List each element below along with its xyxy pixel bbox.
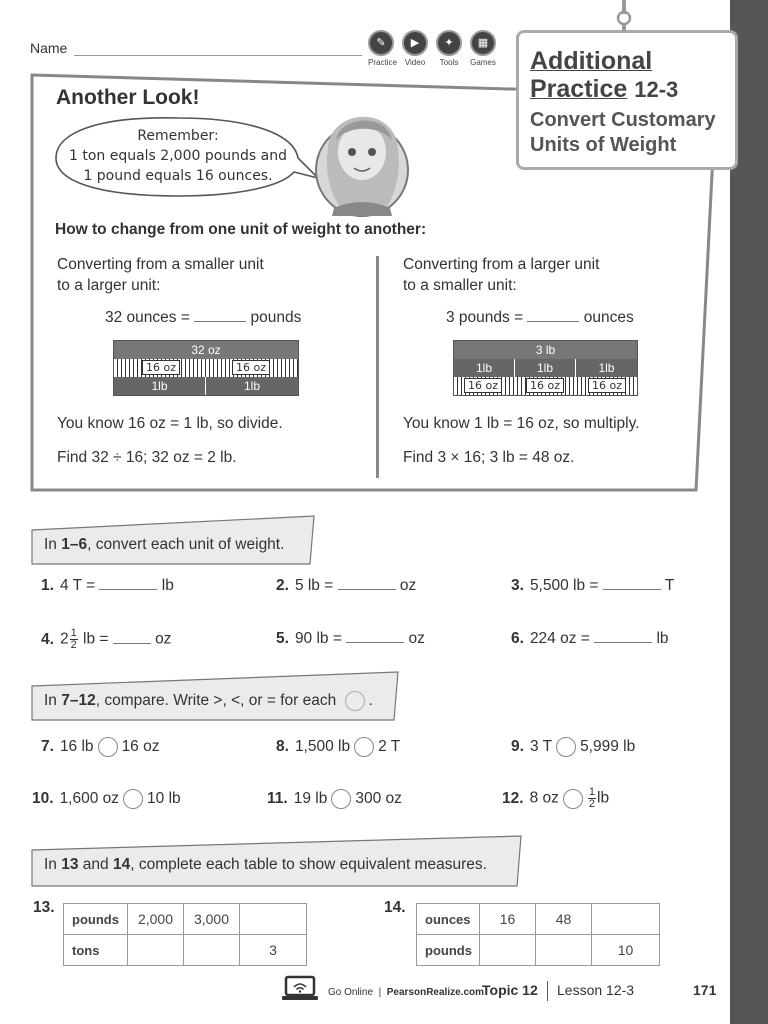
problem-3: 3. 5,500 lb = T [511,577,675,594]
fraction: $\frac{1}{2}$ [70,627,77,651]
video-icon: ▶ [402,30,428,56]
another-look-title: Another Look! [56,86,200,109]
laptop-icon [282,975,318,1008]
problem-6: 6. 224 oz = lb [511,630,669,647]
problem-10: 10. 1,600 oz 10 lb [32,790,181,808]
subtitle-line1: Convert Customary [530,109,716,131]
right-know: You know 1 lb = 16 oz, so multiply. [403,415,640,432]
compare-circle-12[interactable] [563,789,583,809]
problem-14-number: 14. [384,899,406,916]
fraction: $\frac{1}{2}$ [588,786,595,810]
games-button[interactable]: ▦ Games [470,30,496,67]
right-bar-model: 3 lb 1lb 1lb 1lb 16 oz 16 oz 16 oz [453,340,638,396]
compare-circle-8[interactable] [354,737,374,757]
answer-blank-1[interactable] [99,589,157,590]
go-online-link[interactable]: Go Online | PearsonRealize.com [328,987,485,998]
right-find: Find 3 × 16; 3 lb = 48 oz. [403,449,575,466]
video-button[interactable]: ▶ Video [402,30,428,67]
wrench-icon: ✦ [436,30,462,56]
right-intro: Converting from a larger unit to a smaller unit: [403,256,600,294]
title-line1: Additional [530,47,653,75]
problem-13-number: 13. [33,899,55,916]
problem-9: 9. 3 T 5,999 lb [511,738,636,756]
table-14-blank-cell[interactable] [480,935,536,966]
speech-bubble-text: Remember: 1 ton equals 2,000 pounds and 1 pound equals 16 ounces. [68,128,288,184]
table-14 [416,903,660,966]
section1-instruction: In 1–6, convert each unit of weight. [44,536,285,553]
footer-divider [547,981,548,1001]
answer-blank-2[interactable] [338,589,396,590]
lesson-number: 12-3 [634,77,679,102]
practice-icon: ✎ [368,30,394,56]
section2-instruction: In 7–12, compare. Write >, <, or = for each . [44,692,373,709]
table-row: pounds 10 [417,935,660,966]
compare-circle-7[interactable] [98,737,118,757]
footer-lesson: Lesson 12-3 [557,982,635,998]
left-oz-row: 16 oz 16 oz [114,359,298,377]
answer-blank-5[interactable] [346,642,404,643]
tools-button[interactable]: ✦ Tools [436,30,462,67]
footer-topic: Topic 12 [482,982,538,998]
subtitle-line2: Units of Weight [530,134,677,156]
table-14-blank-cell[interactable] [592,904,660,935]
problem-5: 5. 90 lb = oz [276,630,425,647]
table-13-blank-cell[interactable] [184,935,240,966]
problem-7: 7. 16 lb 16 oz [41,738,160,756]
table-row: ounces 16 48 [417,904,660,935]
table-13-blank-cell[interactable] [128,935,184,966]
table-row: tons 3 [64,935,307,966]
practice-button[interactable]: ✎ Practice [368,30,394,67]
compare-circle-9[interactable] [556,737,576,757]
left-find: Find 32 ÷ 16; 32 oz = 2 lb. [57,449,237,466]
problem-1: 1. 4 T = lb [41,577,174,594]
problem-8: 8. 1,500 lb 2 T [276,738,401,756]
table-row: pounds 2,000 3,000 [64,904,307,935]
table-13-blank-cell[interactable] [240,904,307,935]
right-oz-row: 16 oz 16 oz 16 oz [454,377,637,395]
page-number: 171 [693,982,717,998]
section3-instruction: In 13 and 14, complete each table to show equivalent measures. [44,856,487,873]
table-14-blank-cell[interactable] [536,935,592,966]
left-equation: 32 ounces = pounds [105,309,302,326]
table-13 [63,903,307,966]
name-label: Name [30,40,68,56]
problem-2: 2. 5 lb = oz [276,577,417,594]
problem-11: 11. 19 lb 300 oz [267,790,402,808]
problem-4: 4. 2 $\frac{1}{2}$ lb = oz [41,627,172,651]
problem-12: 12. 8 oz $\frac{1}{2}$ lb [502,786,610,810]
games-icon: ▦ [470,30,496,56]
how-to-heading: How to change from one unit of weight to another: [55,221,427,238]
answer-blank-6[interactable] [594,642,652,643]
left-know: You know 16 oz = 1 lb, so divide. [57,415,283,432]
left-bar-model: 32 oz 16 oz 16 oz 1lb 1lb [113,340,299,396]
answer-blank-4[interactable] [113,643,151,644]
title-line2: Practice [530,75,628,103]
compare-circle-icon [345,691,365,711]
left-intro: Converting from a smaller unit to a larger unit: [57,256,264,294]
compare-circle-10[interactable] [123,789,143,809]
answer-blank-3[interactable] [603,589,661,590]
right-equation: 3 pounds = ounces [446,309,634,326]
compare-circle-11[interactable] [331,789,351,809]
